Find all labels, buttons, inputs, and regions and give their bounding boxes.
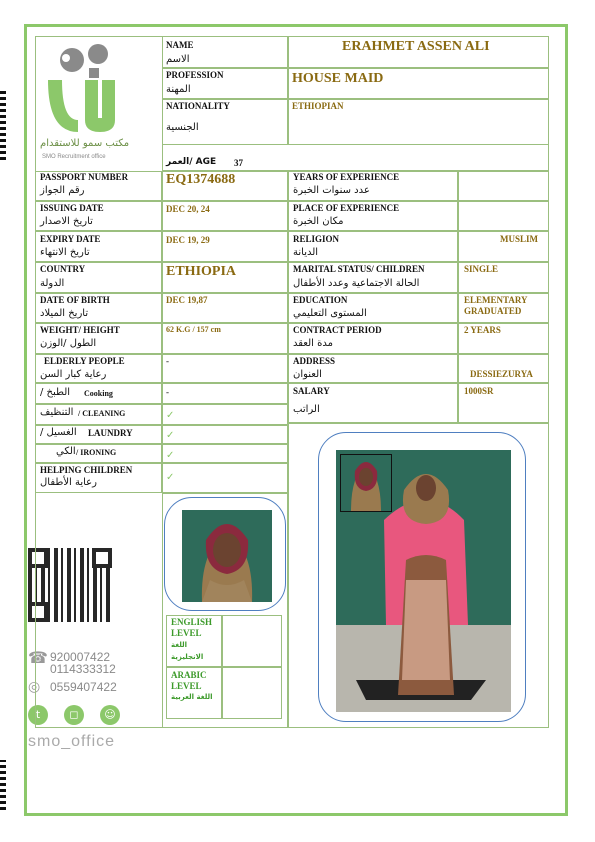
cleaning-label-ar: التنظيف: [40, 407, 74, 418]
issuing-value: DEC 20, 24: [166, 204, 210, 214]
nationality-label: NATIONALITY: [166, 101, 230, 111]
arabic-label-2: LEVEL: [171, 681, 202, 691]
name-label: NAME: [166, 40, 194, 50]
yoe-value-cell: [458, 171, 549, 201]
helping-check-icon: ✓: [166, 472, 175, 483]
twitter-icon[interactable]: t: [28, 705, 48, 725]
whatsapp-icon: ◎: [28, 678, 41, 694]
marital-value: SINGLE: [464, 264, 499, 274]
phone-1[interactable]: 920007422: [50, 650, 111, 664]
logo-arabic: مكتب سمو للاستقدام: [40, 138, 130, 149]
wh-label-ar: الطول /الوزن: [40, 338, 97, 349]
english-level-value: [222, 615, 282, 667]
cleaning-value-cell: [162, 404, 288, 425]
marital-label: MARITAL STATUS/ CHILDREN: [293, 264, 425, 274]
passport-label: PASSPORT NUMBER: [40, 172, 129, 182]
english-label-2: LEVEL: [171, 628, 202, 638]
elderly-label-ar: رعاية كبار السن: [40, 369, 107, 380]
contract-label: CONTRACT PERIOD: [293, 325, 382, 335]
contract-label-ar: مدة العقد: [293, 338, 333, 349]
poe-label-ar: مكان الخبرة: [293, 216, 344, 227]
country-label-ar: الدولة: [40, 278, 65, 289]
contract-value: 2 YEARS: [464, 325, 501, 335]
age-cell: [162, 145, 549, 171]
profession-label-ar: المهنة: [166, 84, 191, 95]
fullbody-photo: [336, 450, 511, 712]
logo-english: SMO Recruitment office: [42, 154, 106, 160]
name-label-ar: الاسم: [166, 54, 190, 65]
cooking-label-ar: الطبخ /: [40, 387, 71, 398]
arabic-label-1: ARABIC: [171, 670, 207, 680]
passport-label-ar: رقم الجواز: [40, 185, 85, 196]
english-label-1: ENGLISH: [171, 617, 213, 627]
wh-value: 62 K.G / 157 cm: [166, 325, 221, 334]
salary-label-ar: الراتب: [293, 404, 320, 415]
yoe-label: YEARS OF EXPERIENCE: [293, 172, 400, 182]
cooking-value-cell: [162, 383, 288, 404]
whatsapp-number[interactable]: 0559407422: [50, 680, 117, 694]
laundry-check-icon: ✓: [166, 430, 175, 441]
religion-label-ar: الديانة: [293, 247, 319, 258]
age-label: العمر/ AGE: [166, 157, 217, 167]
phone-2[interactable]: 0114333312: [50, 662, 116, 676]
elderly-value-cell: [162, 354, 288, 383]
ironing-label-ar: الكي: [56, 446, 76, 457]
profession-value: HOUSE MAID: [292, 71, 384, 86]
inset-portrait: [340, 454, 392, 512]
arabic-label-ar1: اللغة العربية: [171, 693, 213, 701]
address-label: ADDRESS: [293, 356, 336, 366]
yoe-label-ar: عدد سنوات الخبرة: [293, 185, 370, 196]
laundry-value-cell: [162, 425, 288, 444]
helping-value-cell: [162, 463, 288, 493]
instagram-icon[interactable]: ◻: [64, 705, 84, 725]
elderly-value: -: [166, 356, 169, 366]
cleaning-label: / CLEANING: [78, 409, 126, 418]
marital-label-ar: الحالة الاجتماعية وعدد الأطفال: [293, 278, 420, 289]
country-label: COUNTRY: [40, 264, 86, 274]
poe-value-cell: [458, 201, 549, 231]
education-label-ar: المستوى التعليمي: [293, 308, 367, 319]
address-value: DESSIEZURYA: [470, 369, 533, 379]
issuing-label: ISSUING DATE: [40, 203, 104, 213]
dob-value: DEC 19,87: [166, 295, 208, 305]
dob-label: DATE OF BIRTH: [40, 295, 110, 305]
cooking-label: Cooking: [84, 389, 113, 398]
expiry-label-ar: تاريخ الانتهاء: [40, 247, 90, 258]
nationality-label-ar: الجنسية: [166, 122, 199, 133]
education-label: EDUCATION: [293, 295, 348, 305]
side-barcode-2: [0, 760, 6, 810]
ironing-check-icon: ✓: [166, 450, 175, 461]
name-value: ERAHMET ASSEN ALI: [342, 39, 490, 54]
passport-value: EQ1374688: [166, 172, 236, 187]
laundry-label: LAUNDRY: [88, 428, 133, 438]
education-value-1: ELEMENTARY: [464, 295, 528, 305]
arabic-level-value: [222, 667, 282, 719]
profession-label: PROFESSION: [166, 70, 224, 80]
snapchat-icon[interactable]: ☺: [100, 705, 120, 725]
cooking-value: -: [166, 387, 169, 397]
portrait-photo: [182, 510, 272, 602]
address-label-ar: العنوان: [293, 369, 322, 380]
ironing-value-cell: [162, 444, 288, 463]
wh-label: WEIGHT/ HEIGHT: [40, 325, 120, 335]
cleaning-check-icon: ✓: [166, 410, 175, 421]
social-handle[interactable]: smo_office: [28, 733, 116, 750]
poe-label: PLACE OF EXPERIENCE: [293, 203, 400, 213]
religion-label: RELIGION: [293, 234, 340, 244]
phone-icon: ☎: [28, 650, 48, 667]
nationality-value: ETHIOPIAN: [292, 101, 344, 111]
religion-value: MUSLIM: [500, 234, 538, 244]
expiry-value: DEC 19, 29: [166, 235, 210, 245]
english-label-ar1: اللغة: [171, 641, 188, 649]
education-value-2: GRADUATED: [464, 306, 522, 316]
dob-label-ar: تاريخ الميلاد: [40, 308, 89, 319]
salary-value: 1000SR: [464, 386, 494, 396]
helping-label-ar: رعاية الأطفال: [40, 477, 97, 488]
issuing-label-ar: تاريخ الاصدار: [40, 216, 93, 227]
salary-label: SALARY: [293, 386, 330, 396]
ironing-label: / IRONING: [76, 448, 117, 457]
expiry-label: EXPIRY DATE: [40, 234, 101, 244]
side-barcode: [0, 90, 6, 160]
elderly-label: ELDERLY PEOPLE: [44, 356, 125, 366]
country-value: ETHIOPIA: [166, 264, 237, 279]
laundry-label-ar: الغسيل /: [40, 427, 77, 438]
helping-label: HELPING CHILDREN: [40, 465, 133, 475]
english-label-ar2: الانجليزية: [171, 653, 204, 661]
age-value: 37: [234, 158, 243, 168]
